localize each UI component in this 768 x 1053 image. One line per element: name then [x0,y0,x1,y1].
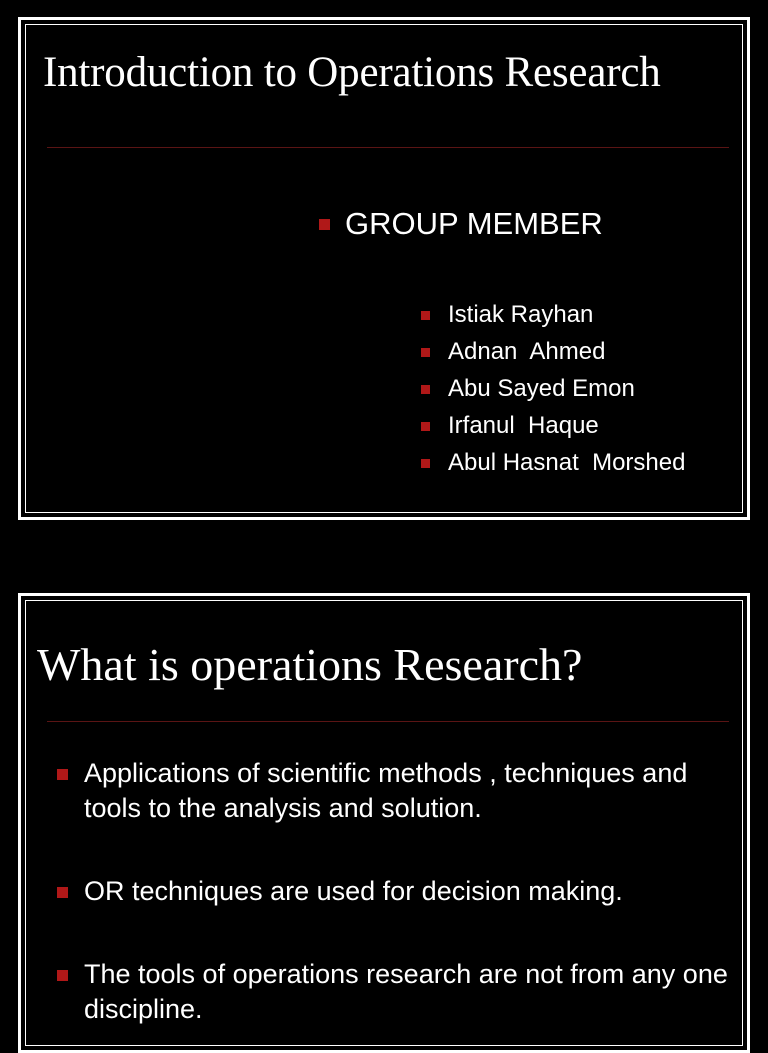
title-divider [47,147,729,148]
point-list [57,756,737,1027]
red-square-bullet-icon [421,385,430,394]
red-square-bullet-icon [421,459,430,468]
list-item [421,300,685,337]
red-square-bullet-icon [421,422,430,431]
slide-title: What is operations Research? [37,639,583,690]
slide-intro [18,17,750,520]
list-item [57,874,737,909]
red-square-bullet-icon [421,348,430,357]
slide-title: Introduction to Operations Research [43,49,661,96]
point-text: OR techniques are used for decision making. [84,876,623,906]
list-item [57,957,737,1027]
list-item [421,411,685,448]
list-item [421,337,685,374]
slide-what-is-or [18,593,750,1053]
member-name: Istiak Rayhan [448,301,594,328]
member-name: Abu Sayed Emon [448,375,635,402]
group-heading-label: GROUP MEMBER [345,206,603,241]
member-name: Adnan Ahmed [448,338,606,365]
member-name: Irfanul Haque [448,412,599,439]
red-square-bullet-icon [57,970,68,981]
list-item [57,756,737,826]
red-square-bullet-icon [57,769,68,780]
member-name: Abul Hasnat Morshed [448,449,686,476]
list-item [421,448,685,485]
group-heading [319,206,603,242]
point-text: The tools of operations research are not from any one discipline. [84,959,728,1024]
red-square-bullet-icon [421,311,430,320]
red-square-bullet-icon [57,887,68,898]
red-square-bullet-icon [319,219,330,230]
list-item [421,374,685,411]
title-divider [47,721,729,722]
point-text: Applications of scientific methods , techniques and tools to the analysis and solution. [84,758,688,823]
member-list [421,300,685,485]
